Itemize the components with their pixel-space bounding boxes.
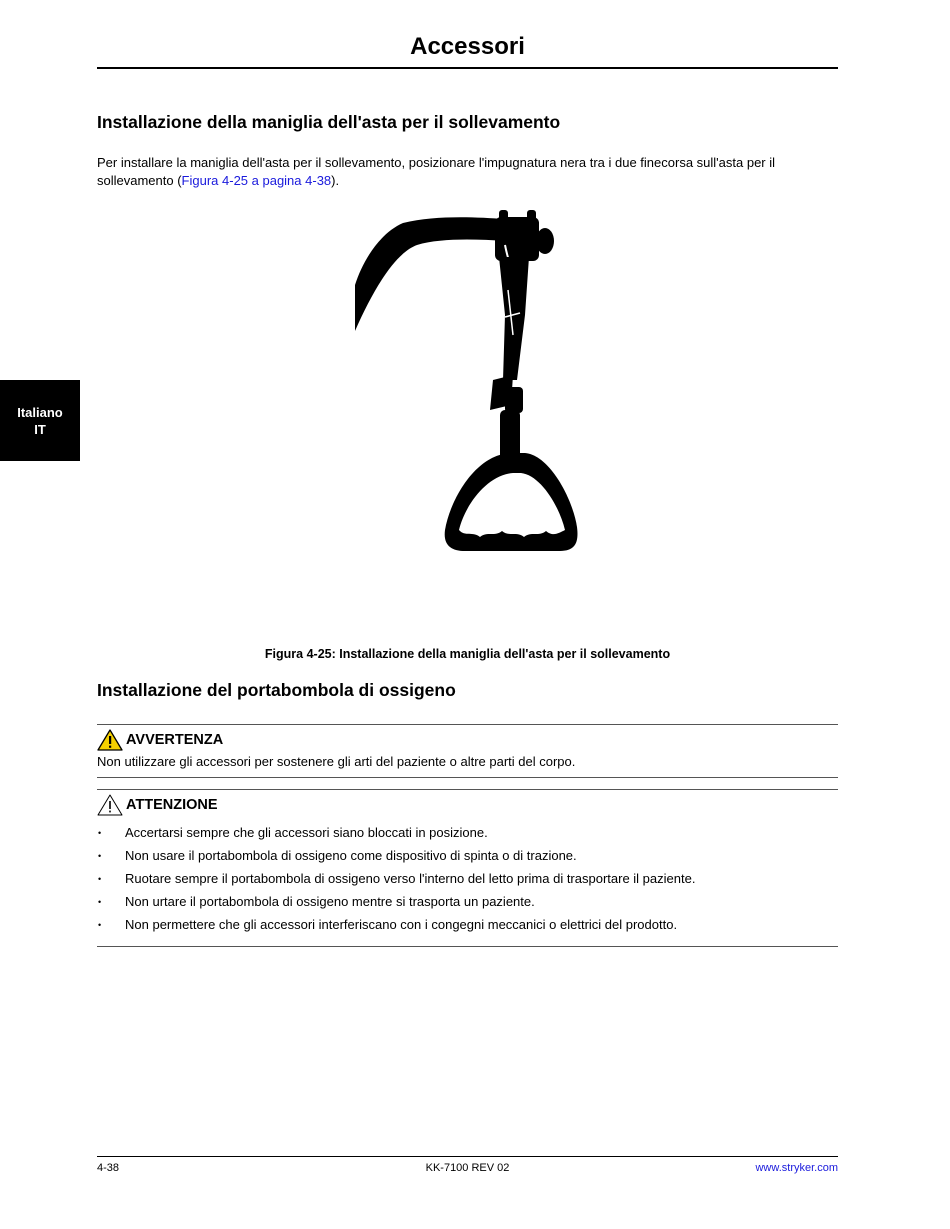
installation-paragraph — [97, 154, 838, 190]
page-title: Accessori — [410, 33, 525, 60]
caution-item: • Non urtare il portabombola di ossigeno mentre si trasporta un paziente. — [97, 893, 695, 916]
page-number: 4-38 — [97, 1162, 120, 1174]
document-code: KK-7100 REV 02 — [425, 1162, 510, 1174]
language-tab-code: IT — [34, 421, 46, 437]
website-link[interactable]: www.stryker.com — [755, 1162, 838, 1174]
warning-bottom-rule — [97, 777, 838, 778]
caution-icon — [97, 794, 123, 816]
section-heading-oxygen-holder: Installazione del portabombola di ossigeno — [97, 680, 456, 700]
caution-bottom-rule — [97, 946, 838, 947]
caution-item: • Non permettere che gli accessori interferiscano con i congegni meccanici o elettrici del prodotto. — [97, 916, 695, 939]
warning-top-rule — [97, 724, 838, 725]
caution-item: • Non usare il portabombola di ossigeno come dispositivo di spinta o di trazione. — [97, 847, 695, 870]
paragraph-text: Per installare la maniglia dell'asta per il sollevamento, posizionare l'impugnatura nera tra i due finecorsa sull'asta per il sollevamento ( — [97, 155, 776, 188]
caution-item: • Accertarsi sempre che gli accessori siano bloccati in posizione. — [97, 824, 695, 847]
figure-reference-link[interactable]: Figura 4-25 a pagina 4-38 — [181, 173, 332, 188]
warning-icon — [97, 729, 123, 751]
language-tab-label: Italiano — [17, 404, 63, 420]
footer-divider — [97, 1156, 838, 1157]
warning-text: Non utilizzare gli accessori per sostenere gli arti del paziente o altre parti del corpo. — [97, 754, 576, 769]
caution-list — [97, 824, 695, 939]
warning-title: AVVERTENZA — [126, 732, 224, 748]
title-divider — [97, 67, 838, 69]
warning-header — [97, 729, 223, 751]
caution-top-rule — [97, 789, 838, 790]
language-tab — [0, 380, 80, 461]
figure-caption: Figura 4-25: Installazione della maniglia dell'asta per il sollevamento — [264, 647, 671, 661]
lift-pole-handle-illustration — [355, 205, 595, 565]
caution-item: • Ruotare sempre il portabombola di ossigeno verso l'interno del letto prima di trasportare il paziente. — [97, 870, 695, 893]
caution-header — [97, 794, 218, 816]
caution-title: ATTENZIONE — [126, 797, 218, 813]
section-heading-lift-handle: Installazione della maniglia dell'asta per il sollevamento — [97, 112, 561, 132]
paragraph-text-end: ). — [331, 173, 340, 188]
